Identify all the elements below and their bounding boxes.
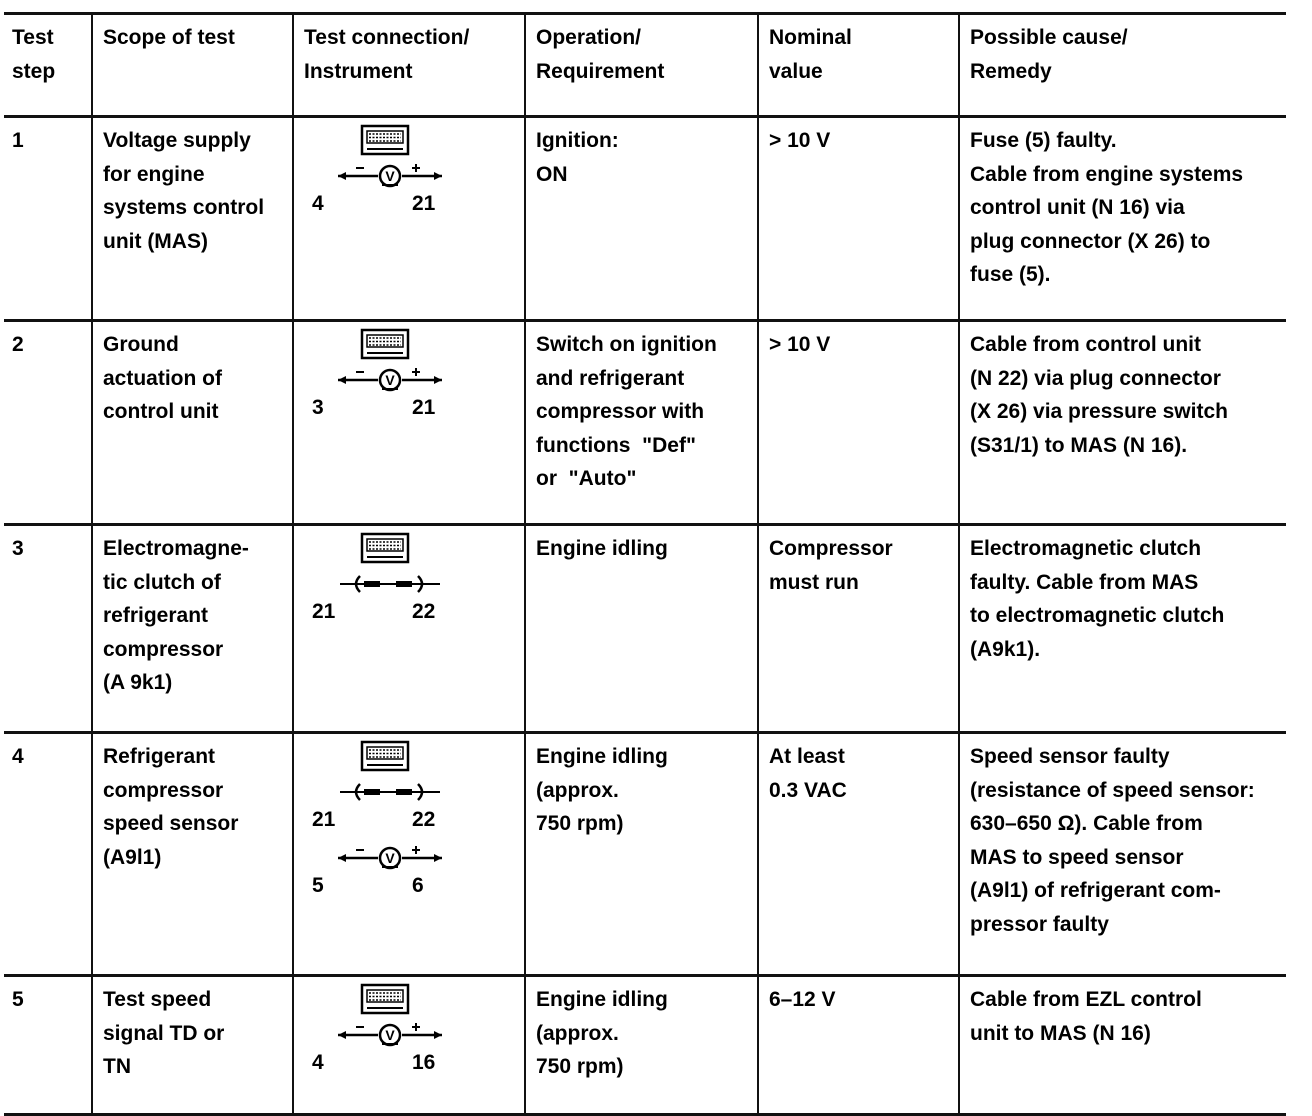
cell-text-line: (S31/1) to MAS (N 16). [970,433,1188,457]
cell-text-line: (N 22) via plug connector [970,366,1221,390]
cell-text-line: MAS to speed sensor [970,845,1184,869]
cell-text-line: Ground [103,333,179,356]
tester-display-icon [360,124,410,156]
cell-text-line: control unit [103,400,219,423]
table-header-row [4,12,1286,115]
cell-text-line: > 10 V [769,333,831,356]
test-step-cell [4,977,91,1113]
cell-text-line: unit to MAS (N 16) [970,1021,1151,1045]
cell-text-line: to electromagnetic clutch [970,604,1225,627]
cell-text-line: compressor [103,778,224,802]
cell-text-line: ON [536,162,568,186]
right-pin-label: 16 [412,1051,436,1074]
test-step-number: 2 [12,333,24,356]
cell-text-line: compressor with [536,400,705,423]
right-pin-label: 6 [412,874,424,897]
voltmeter-icon [330,1023,450,1047]
nominal-value-cell [757,322,958,523]
right-pin-label: 21 [412,192,436,215]
tester-display-icon [360,983,410,1015]
test-step-number: 4 [12,745,24,768]
operation-cell [524,118,757,319]
cell-text-line: unit (MAS) [103,229,208,253]
cell-text-line: Cable from engine systems [970,162,1244,186]
tester-display-icon [360,740,410,772]
cell-text-line: Switch on ignition [536,333,717,356]
test-step-cell [4,322,91,523]
header-nominal: Nominal value [757,15,958,115]
table-row [4,115,1286,319]
remedy-cell [958,118,1286,319]
instrument-cell [292,322,524,523]
cell-text-line: pressor faulty [970,912,1109,936]
operation-cell [524,977,757,1113]
cell-text-line: 0.3 VAC [769,778,847,802]
left-pin-label: 4 [312,1051,324,1074]
table-row [4,523,1286,731]
header-test-step: Test step [12,26,56,83]
voltmeter-icon [330,846,450,870]
instrument-cell [292,118,524,319]
nominal-value-cell [757,118,958,319]
remedy-cell [958,322,1286,523]
left-pin-label: 21 [312,600,336,623]
operation-cell [524,734,757,974]
cell-text-line: tic clutch of [103,570,221,594]
instrument-cell [292,526,524,731]
cell-text-line: 750 rpm) [536,812,624,835]
cell-text-line: (resistance of speed sensor: [970,778,1255,802]
cell-text-line: compressor [103,637,224,661]
cell-text-line: speed sensor [103,812,239,835]
scope-cell [91,322,292,523]
svg-text:V: V [385,168,395,184]
instrument-diagram [304,124,514,319]
cell-text-line: systems control [103,196,265,219]
tester-display-icon [360,328,410,360]
cell-text-line: for engine [103,162,205,186]
cell-text-line: TN [103,1055,131,1078]
cell-text-line: Voltage supply [103,129,251,152]
nominal-value-cell [757,734,958,974]
left-pin-label: 21 [312,808,336,831]
cell-text-line: and refrigerant [536,366,685,390]
cell-text-line: Electromagnetic clutch [970,537,1202,560]
cell-text-line: (A9k1). [970,637,1041,661]
cell-text-line: (approx. [536,1021,619,1045]
cell-text-line: functions "Def" [536,433,696,457]
instrument-diagram [304,328,514,523]
cell-text-line: Fuse (5) faulty. [970,129,1117,152]
header-scope: Scope of test [91,15,292,115]
cell-text-line: actuation of [103,366,222,390]
cell-text-line: must run [769,570,859,594]
operation-cell [524,526,757,731]
remedy-cell [958,977,1286,1113]
cell-text-line: (approx. [536,778,619,802]
right-pin-label: 22 [412,600,436,623]
scope-cell [91,977,292,1113]
cell-text-line: (A 9k1) [103,671,173,694]
remedy-cell [958,734,1286,974]
connector-icon [330,780,450,804]
header-operation: Operation/ Requirement [524,15,757,115]
cell-text-line: (A9l1) of refrigerant com- [970,879,1221,902]
cell-text-line: Engine idling [536,988,668,1011]
cell-text-line: signal TD or [103,1021,225,1045]
left-pin-label: 3 [312,396,324,419]
cell-text-line: Test speed [103,988,212,1011]
cell-text-line: 630–650 Ω). Cable from [970,812,1203,835]
cell-text-line: plug connector (X 26) to [970,229,1211,253]
cell-text-line: Compressor [769,537,893,560]
cell-text-line: At least [769,745,845,768]
cell-text-line: Cable from EZL control [970,988,1202,1011]
left-pin-label: 4 [312,192,324,215]
cell-text-line: or "Auto" [536,467,637,490]
test-step-number: 5 [12,988,24,1011]
cell-text-line: control unit (N 16) via [970,196,1185,219]
cell-text-line: refrigerant [103,604,209,627]
scope-cell [91,118,292,319]
table-row [4,319,1286,523]
nominal-value-cell [757,977,958,1113]
tester-display-icon [360,532,410,564]
cell-text-line: (X 26) via pressure switch [970,400,1228,423]
cell-text-line: Engine idling [536,537,668,560]
test-step-number: 1 [12,129,24,152]
table-row [4,731,1286,974]
cell-text-line: 750 rpm) [536,1055,624,1078]
right-pin-label: 21 [412,396,436,419]
svg-text:V: V [385,850,395,866]
test-step-cell [4,118,91,319]
cell-text-line: > 10 V [769,129,831,152]
test-table [4,12,1286,1116]
instrument-diagram [304,740,514,974]
remedy-cell [958,526,1286,731]
test-step-cell [4,734,91,974]
cell-text-line: Engine idling [536,745,668,768]
svg-text:V: V [385,372,395,388]
instrument-diagram [304,532,514,731]
cell-text-line: Ignition: [536,129,619,152]
test-step-number: 3 [12,537,24,560]
header-instrument: Test connection/ Instrument [292,15,524,115]
test-step-cell [4,526,91,731]
cell-text-line: faulty. Cable from MAS [970,570,1199,594]
operation-cell [524,322,757,523]
scope-cell [91,734,292,974]
table-row [4,974,1286,1116]
cell-text-line: Speed sensor faulty [970,745,1170,768]
cell-text-line: (A9l1) [103,845,162,869]
header-remedy: Possible cause/ Remedy [958,15,1286,115]
connector-icon [330,572,450,596]
voltmeter-icon [330,164,450,188]
nominal-value-cell [757,526,958,731]
voltmeter-icon [330,368,450,392]
cell-text-line: Cable from control unit [970,333,1201,356]
cell-text-line: Refrigerant [103,745,216,768]
scope-cell [91,526,292,731]
left-pin-label: 5 [312,874,324,897]
right-pin-label: 22 [412,808,436,831]
svg-text:V: V [385,1027,395,1043]
cell-text-line: Electromagne- [103,537,249,560]
instrument-diagram [304,983,514,1113]
cell-text-line: 6–12 V [769,988,836,1011]
instrument-cell [292,734,524,974]
instrument-cell [292,977,524,1113]
cell-text-line: fuse (5). [970,263,1051,286]
